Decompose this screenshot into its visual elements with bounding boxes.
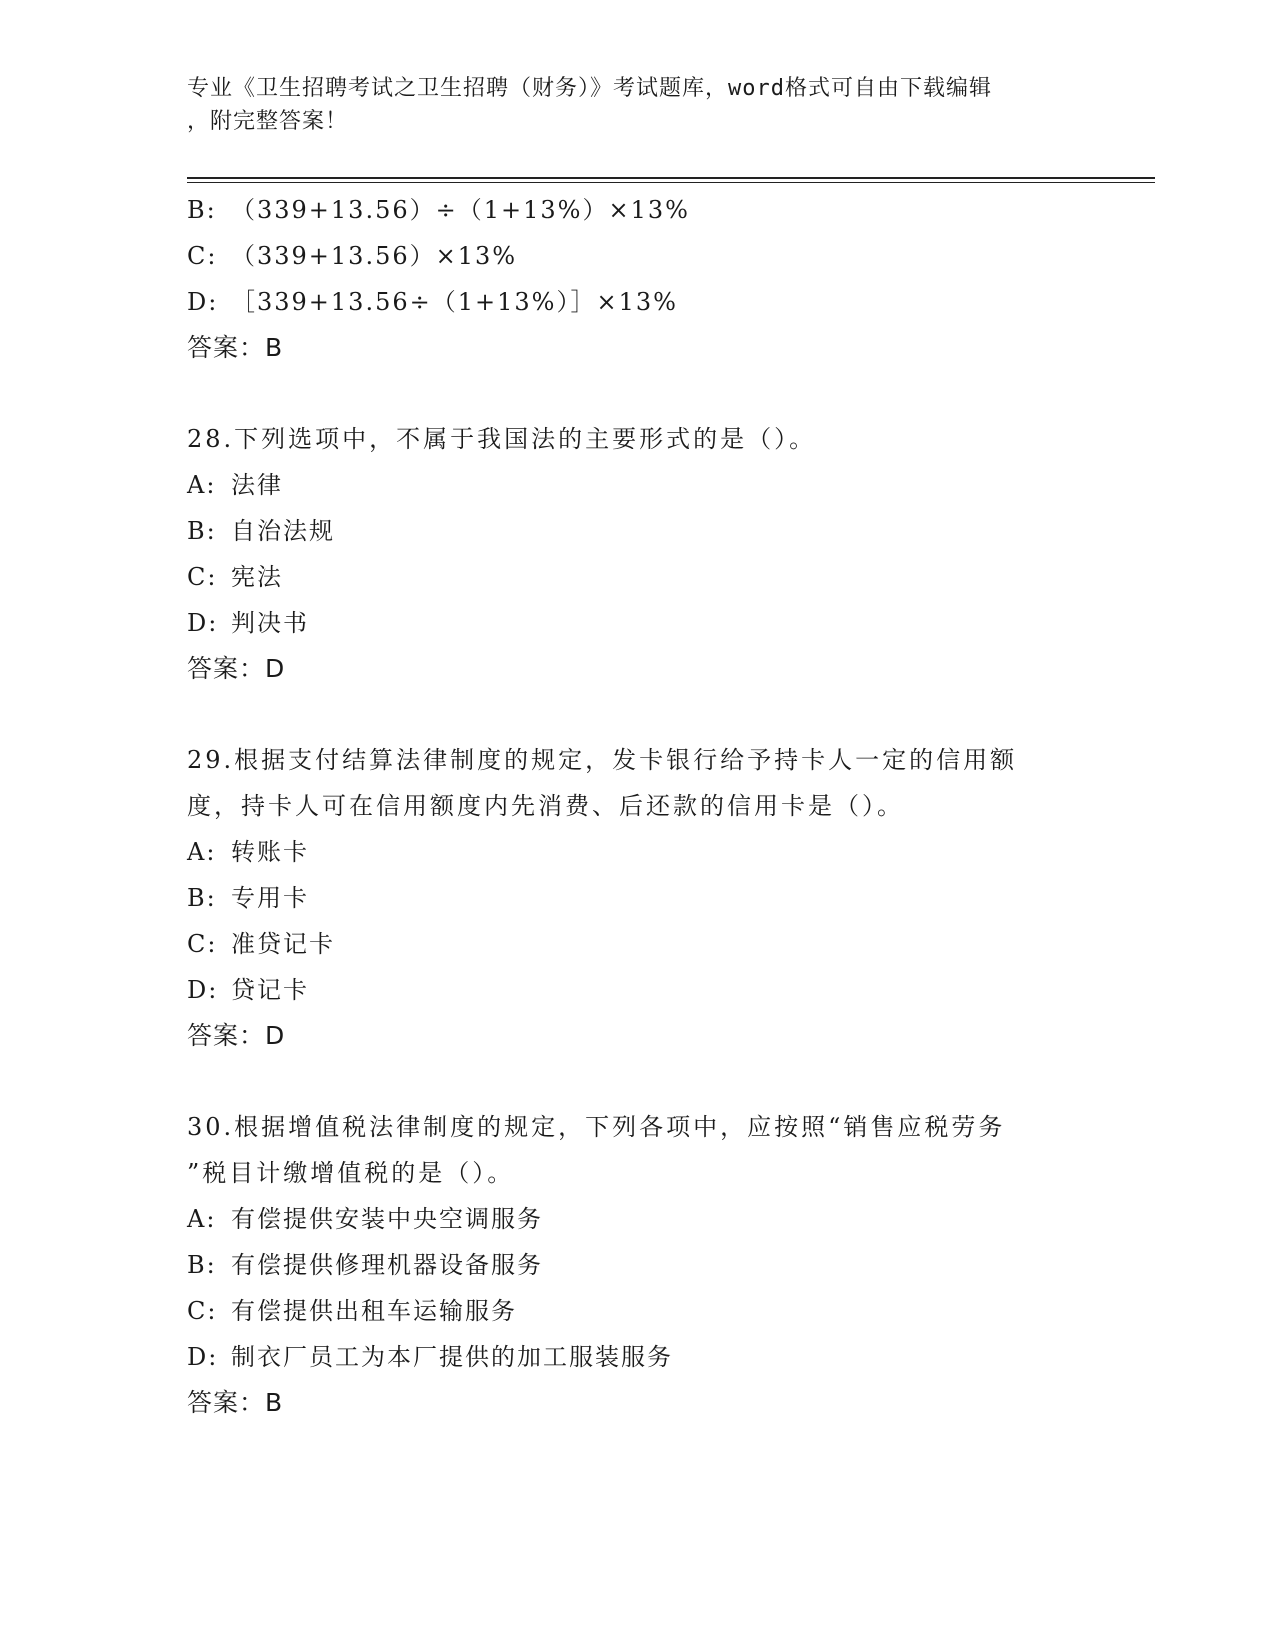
option-b [187, 875, 1087, 921]
question-stem: 28.下列选项中，不属于我国法的主要形式的是（）。 [187, 425, 817, 453]
option-letter: A: [187, 838, 217, 866]
option-c [187, 233, 1087, 279]
question-27-continued [187, 187, 1087, 371]
option-text: 有偿提供出租车运输服务 [231, 1297, 517, 1325]
option-c [187, 1288, 1087, 1334]
answer-line: 答案：D [187, 654, 286, 683]
header-divider-bottom [187, 182, 1155, 183]
option-text: （339+13.56）÷（1+13%）×13% [231, 196, 690, 224]
option-text: ［339+13.56÷（1+13%）］×13% [231, 288, 678, 316]
option-text: （339+13.56）×13% [231, 242, 518, 270]
option-b [187, 1242, 1087, 1288]
question-stem-line-2: 度，持卡人可在信用额度内先消费、后还款的信用卡是（）。 [187, 792, 904, 820]
document-header [187, 72, 1067, 138]
option-a [187, 1196, 1087, 1242]
option-text: 判决书 [231, 609, 309, 637]
option-letter: D: [187, 976, 219, 1004]
option-letter: C: [187, 242, 218, 270]
option-letter: D: [187, 288, 219, 316]
option-letter: A: [187, 471, 217, 499]
option-letter: B: [187, 1251, 217, 1279]
option-text: 有偿提供修理机器设备服务 [231, 1251, 543, 1279]
option-letter: B: [187, 517, 217, 545]
header-line-2: ，附完整答案！ [187, 109, 349, 134]
option-letter: A: [187, 1205, 217, 1233]
question-stem-line-2: ”税目计缴增值税的是（）。 [187, 1159, 515, 1187]
question-stem-line-1: 29.根据支付结算法律制度的规定，发卡银行给予持卡人一定的信用额 [187, 746, 1018, 774]
option-c [187, 554, 1087, 600]
answer-line: 答案：B [187, 1388, 284, 1417]
option-letter: C: [187, 1297, 218, 1325]
option-letter: D: [187, 1343, 219, 1371]
option-text: 自治法规 [231, 517, 335, 545]
header-divider-top [187, 177, 1155, 179]
option-b [187, 508, 1087, 554]
option-d [187, 967, 1087, 1013]
option-text: 贷记卡 [231, 976, 309, 1004]
header-line-1: 专业《卫生招聘考试之卫生招聘（财务）》考试题库，word格式可自由下载编辑 [187, 76, 992, 101]
option-text: 制衣厂员工为本厂提供的加工服装服务 [231, 1343, 673, 1371]
option-c [187, 921, 1087, 967]
option-letter: C: [187, 563, 218, 591]
option-a [187, 829, 1087, 875]
option-letter: C: [187, 930, 218, 958]
option-b [187, 187, 1087, 233]
question-stem-line-1: 30.根据增值税法律制度的规定，下列各项中，应按照“销售应税劳务 [187, 1113, 1006, 1141]
answer-line: 答案：B [187, 333, 284, 362]
option-d [187, 1334, 1087, 1380]
question-28 [187, 416, 1087, 692]
option-text: 宪法 [231, 563, 283, 591]
question-list [187, 187, 1087, 1426]
question-30 [187, 1104, 1087, 1426]
option-d [187, 279, 1087, 325]
option-text: 专用卡 [231, 884, 309, 912]
answer-line: 答案：D [187, 1021, 286, 1050]
option-text: 法律 [231, 471, 283, 499]
option-letter: D: [187, 609, 219, 637]
question-29 [187, 737, 1087, 1059]
option-d [187, 600, 1087, 646]
option-text: 转账卡 [231, 838, 309, 866]
option-a [187, 462, 1087, 508]
option-text: 准贷记卡 [231, 930, 335, 958]
option-text: 有偿提供安装中央空调服务 [231, 1205, 543, 1233]
option-letter: B: [187, 196, 217, 224]
option-letter: B: [187, 884, 217, 912]
